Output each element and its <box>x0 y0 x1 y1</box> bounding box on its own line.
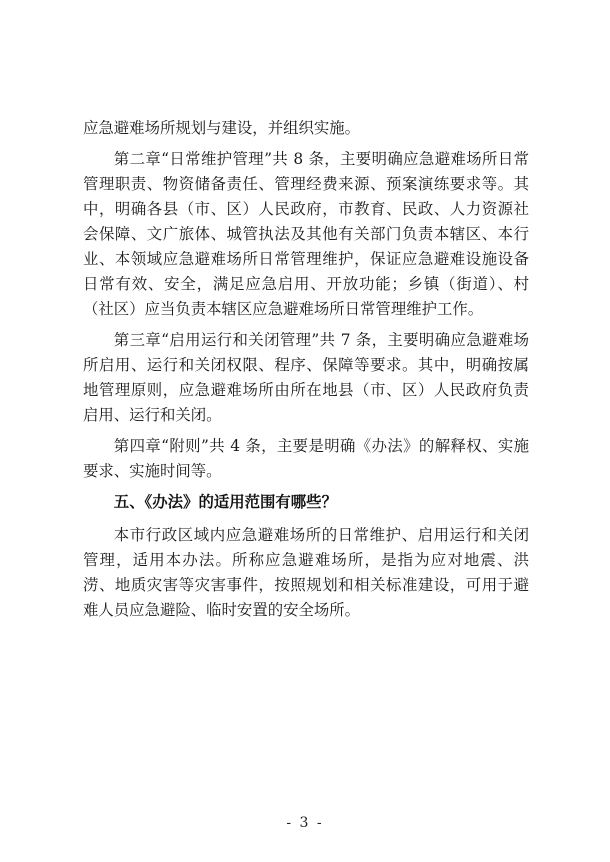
paragraph-chapter-two: 第二章“日常维护管理”共 8 条，主要明确应急避难场所日常管理职责、物资储备责任、管理经费来源、预案演练要求等。其中，明确各县（市、区）人民政府，市教育、民政、人力资源社会保障、文广旅体、城管执法及其他有关部门负责本辖区、本行业、本领域应急避难场所日常管理维护，保证应急避难设施设备日常有效、安全，满足应急启用、开放功能；乡镇（街道）、村（社区）应当负责本辖区应急避难场所日常管理维护工作。 <box>83 150 529 318</box>
section-heading: 五、《办法》的适用范围有哪些？ <box>113 493 337 511</box>
paragraph-chapter-three: 第三章“启用运行和关闭管理”共 7 条，主要明确应急避难场所启用、运行和关闭权限、程序、保障等要求。其中，明确按属地管理原则，应急避难场所由所在地县（市、区）人民政府负责启用、运行和关闭。 <box>83 331 529 424</box>
paragraph-chapter-four: 第四章“附则”共 4 条，主要是明确《办法》的解释权、实施要求、实施时间等。 <box>83 437 529 480</box>
body-text <box>83 116 529 629</box>
paragraph-scope: 本市行政区域内应急避难场所的日常维护、启用运行和关闭管理，适用本办法。所称应急避难场所，是指为应对地震、洪涝、地质灾害等灾害事件，按照规划和相关标准建设，可用于避难人员应急避险、临时安置的安全场所。 <box>83 526 529 619</box>
paragraph-continuation: 应急避难场所规划与建设，并组织实施。 <box>83 119 361 137</box>
page-number: - 3 - <box>286 815 324 831</box>
